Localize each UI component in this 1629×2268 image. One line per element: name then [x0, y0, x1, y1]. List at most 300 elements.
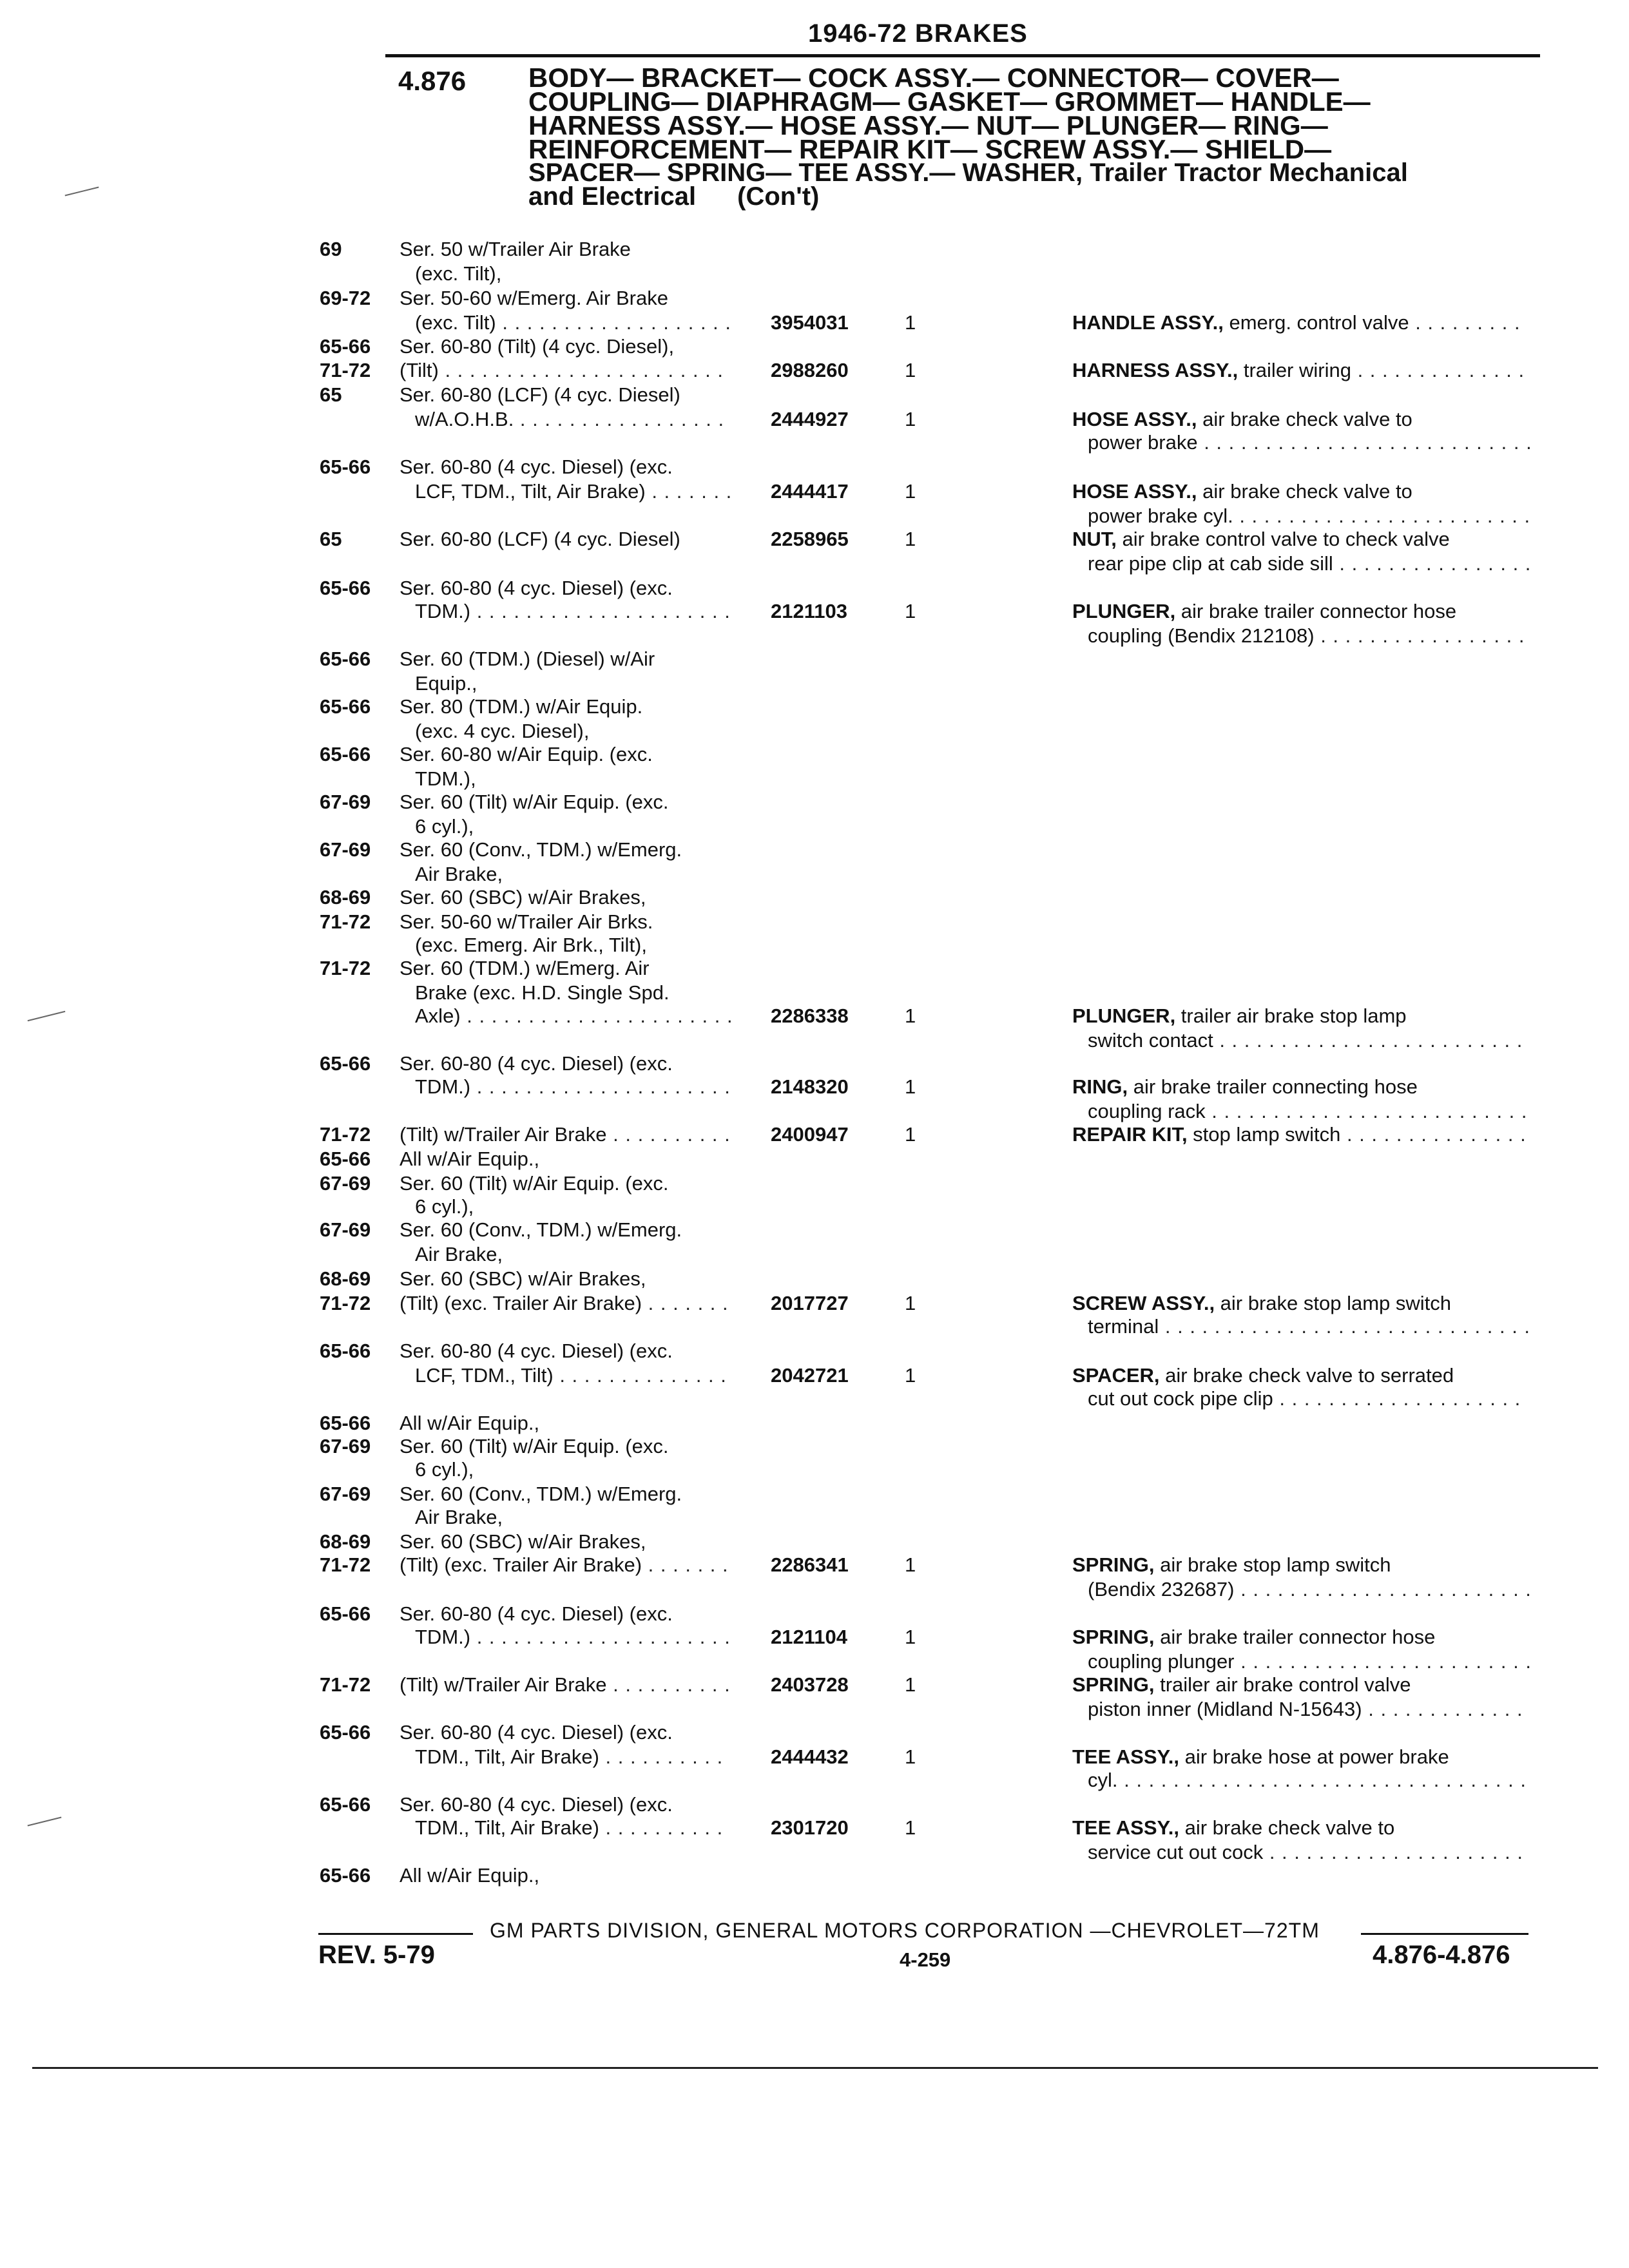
part-number: 2988260	[771, 359, 849, 381]
part-detail: trailer air brake control valve	[1154, 1673, 1411, 1696]
table-row	[0, 1863, 1629, 1887]
section-title-line: COUPLING— DIAPHRAGM— GASKET— GROMMET— HANDLE—	[528, 86, 1371, 117]
application-text: w/A.O.H.B.	[415, 408, 514, 430]
application-desc	[400, 1052, 673, 1075]
leader-dots: . . . . . . . . . .	[606, 1123, 731, 1146]
application-desc	[415, 407, 724, 431]
part-description	[1072, 1291, 1451, 1315]
part-description	[1072, 479, 1412, 503]
application-desc	[400, 647, 655, 671]
part-name: HOSE ASSY.,	[1072, 408, 1197, 430]
footer-page-number: 4-259	[900, 1948, 951, 1971]
footer-rule-right	[1361, 1933, 1528, 1935]
table-row	[0, 286, 1629, 310]
section-title-line: SPACER— SPRING— TEE ASSY.— WASHER, Trailer Tractor Mechanical	[528, 159, 1408, 187]
part-detail: service cut out cock	[1088, 1841, 1264, 1863]
part-number: 2017727	[771, 1292, 849, 1314]
leader-dots: . . . . . . . . . . . . . . . . . . . . .	[470, 600, 731, 622]
part-description	[1088, 1314, 1530, 1338]
section-title-line: HARNESS ASSY.— HOSE ASSY.— NUT— PLUNGER— RING—	[528, 110, 1328, 140]
table-row	[0, 814, 1629, 838]
part-description	[1088, 1387, 1521, 1410]
footer-section-range: 4.876-4.876	[1373, 1941, 1510, 1969]
application-text: LCF, TDM., Tilt, Air Brake)	[415, 480, 646, 503]
table-row	[0, 1218, 1629, 1242]
application-text: TDM.)	[415, 600, 471, 622]
part-description	[1072, 311, 1521, 334]
part-detail: power brake	[1088, 431, 1198, 454]
application-text: Ser. 60-80 (4 cyc. Diesel) (exc.	[400, 1052, 673, 1075]
part-detail: coupling (Bendix 212108)	[1088, 624, 1315, 647]
part-detail: air brake trailer connector hose	[1154, 1626, 1436, 1648]
application-text: Axle)	[415, 1004, 461, 1027]
application-text: Ser. 60 (SBC) w/Air Brakes,	[400, 886, 646, 908]
part-detail: coupling plunger	[1088, 1650, 1235, 1673]
year-range: 67-69	[320, 838, 371, 861]
leader-dots: . . . . . . . . . . . . . . . . . . . .	[1273, 1387, 1521, 1410]
application-text: Ser. 80 (TDM.) w/Air Equip.	[400, 695, 643, 718]
part-name: NUT,	[1072, 528, 1117, 550]
year-range: 65-66	[320, 1602, 371, 1625]
table-row	[0, 1363, 1629, 1387]
part-name: PLUNGER,	[1072, 600, 1176, 622]
application-desc	[400, 1122, 731, 1146]
application-desc	[415, 262, 501, 285]
application-text: Ser. 60 (Conv., TDM.) w/Emerg.	[400, 1218, 682, 1241]
year-range: 68-69	[320, 1267, 371, 1290]
part-description	[1088, 1840, 1523, 1864]
year-range: 67-69	[320, 1483, 371, 1505]
application-text: Ser. 60 (TDM.) w/Emerg. Air	[400, 957, 650, 979]
year-range: 65-66	[320, 1340, 371, 1362]
application-text: Ser. 50 w/Trailer Air Brake	[400, 238, 631, 260]
leader-dots: . . . . . . . . . . . . . . . . . . . . . .	[460, 1004, 733, 1027]
application-desc	[415, 862, 503, 886]
leader-dots: . . . . . . .	[645, 480, 733, 503]
year-range: 71-72	[320, 910, 371, 933]
year-range: 65-66	[320, 695, 371, 718]
table-row	[0, 1625, 1629, 1649]
quantity: 1	[905, 1364, 916, 1387]
table-row	[0, 647, 1629, 671]
year-range: 69	[320, 238, 342, 260]
table-row	[0, 695, 1629, 718]
part-detail: emerg. control valve	[1223, 311, 1409, 334]
part-number: 2121104	[771, 1626, 847, 1648]
part-description	[1072, 1363, 1454, 1387]
table-row	[0, 1602, 1629, 1626]
part-detail: trailer wiring	[1238, 359, 1351, 381]
application-desc	[400, 576, 673, 600]
part-detail: (Bendix 232687)	[1088, 1578, 1235, 1600]
table-row	[0, 334, 1629, 358]
part-description	[1072, 1075, 1418, 1099]
table-row	[0, 1075, 1629, 1099]
table-row	[0, 624, 1629, 648]
application-text: LCF, TDM., Tilt)	[415, 1364, 554, 1387]
year-range: 71-72	[320, 1673, 371, 1696]
application-desc	[415, 814, 474, 838]
part-name: HARNESS ASSY.,	[1072, 359, 1239, 381]
part-detail: coupling rack	[1088, 1100, 1206, 1122]
year-range: 71-72	[320, 1123, 371, 1146]
part-detail: rear pipe clip at cab side sill	[1088, 552, 1333, 575]
table-row	[0, 1673, 1629, 1696]
application-desc	[415, 1745, 723, 1769]
quantity: 1	[905, 1745, 916, 1768]
year-range: 65-66	[320, 648, 371, 670]
application-desc	[400, 1339, 673, 1363]
table-row	[0, 1195, 1629, 1218]
application-desc	[415, 981, 670, 1004]
application-desc	[400, 742, 653, 766]
leader-dots: . . . . . . . . . . . . . . . . . . .	[496, 311, 732, 334]
application-text: Ser. 60-80 (4 cyc. Diesel) (exc.	[400, 577, 673, 599]
application-desc	[400, 358, 724, 382]
leader-dots: . . . . . . . . . . . . . . . . . . . . .	[470, 1626, 731, 1648]
part-detail: cut out cock pipe clip	[1088, 1387, 1273, 1410]
application-desc	[400, 838, 682, 861]
table-row	[0, 430, 1629, 454]
table-row	[0, 981, 1629, 1004]
quantity: 1	[905, 408, 916, 430]
table-row	[0, 885, 1629, 909]
quantity: 1	[905, 359, 916, 381]
application-text: Ser. 60 (TDM.) (Diesel) w/Air	[400, 648, 655, 670]
table-row	[0, 599, 1629, 623]
application-desc	[400, 455, 673, 479]
part-detail: stop lamp switch	[1187, 1123, 1341, 1146]
application-desc	[400, 1147, 539, 1171]
table-row	[0, 956, 1629, 980]
application-desc	[400, 1863, 539, 1887]
quantity: 1	[905, 528, 916, 550]
application-text: TDM.)	[415, 1075, 471, 1098]
leader-dots: . . . . . . . . . . . . . . . . . . . . . . . .	[1233, 505, 1531, 527]
table-row	[0, 767, 1629, 791]
leader-dots: . . . . . . . . . . . . . .	[553, 1364, 727, 1387]
leader-dots: . . . . . . . . . . . . . . . . .	[514, 408, 725, 430]
application-desc	[415, 479, 732, 503]
leader-dots: . . . . . . . . . . . . . . . . . . . . . . . . . . . . . . . . .	[1117, 1769, 1527, 1791]
quantity: 1	[905, 600, 916, 622]
leader-dots: . . . . . . . . . . . . . . . . .	[1314, 624, 1525, 647]
part-description	[1072, 527, 1450, 551]
application-text: Ser. 60 (SBC) w/Air Brakes,	[400, 1530, 646, 1553]
year-range: 67-69	[320, 1172, 371, 1195]
application-desc	[400, 1673, 731, 1696]
part-detail: power brake cyl.	[1088, 505, 1233, 527]
table-row	[0, 742, 1629, 766]
quantity: 1	[905, 1123, 916, 1146]
application-text: Ser. 60-80 (LCF) (4 cyc. Diesel)	[400, 528, 680, 550]
application-text: Ser. 60 (Conv., TDM.) w/Emerg.	[400, 1483, 682, 1505]
table-row	[0, 1028, 1629, 1052]
table-row	[0, 1122, 1629, 1146]
part-number: 2444417	[771, 480, 849, 503]
year-range: 71-72	[320, 1292, 371, 1314]
year-range: 65-66	[320, 335, 371, 358]
application-desc	[400, 910, 653, 934]
application-desc	[415, 599, 731, 623]
application-text: (Tilt)	[400, 359, 439, 381]
part-detail: switch contact	[1088, 1029, 1213, 1052]
part-number: 2286341	[771, 1553, 849, 1576]
table-row	[0, 1697, 1629, 1721]
leader-dots: . . . . . . . . . . . . . . . . . . . . . . .	[438, 359, 724, 381]
table-row	[0, 1147, 1629, 1171]
year-range: 65-66	[320, 1052, 371, 1075]
part-name: TEE ASSY.,	[1072, 1816, 1179, 1839]
part-number: 2301720	[771, 1816, 849, 1839]
table-row	[0, 671, 1629, 695]
part-detail: air brake stop lamp switch	[1154, 1553, 1391, 1576]
year-range: 67-69	[320, 1435, 371, 1457]
year-range: 67-69	[320, 791, 371, 813]
table-row	[0, 383, 1629, 407]
quantity: 1	[905, 480, 916, 503]
part-description	[1088, 504, 1530, 528]
application-desc	[400, 790, 668, 814]
application-desc	[400, 1602, 673, 1626]
table-row	[0, 1434, 1629, 1458]
table-row	[0, 1411, 1629, 1435]
year-range: 65-66	[320, 577, 371, 599]
application-text: Air Brake,	[415, 863, 503, 885]
part-detail: air brake hose at power brake	[1179, 1745, 1449, 1768]
table-row	[0, 479, 1629, 503]
application-text: 6 cyl.),	[415, 1195, 474, 1218]
application-text: Ser. 60-80 (4 cyc. Diesel) (exc.	[400, 1340, 673, 1362]
table-row	[0, 1457, 1629, 1481]
application-desc	[415, 933, 647, 957]
application-desc	[400, 1553, 729, 1577]
application-text: Equip.,	[415, 672, 477, 695]
application-text: (Tilt) (exc. Trailer Air Brake)	[400, 1553, 642, 1576]
application-text: (Tilt) w/Trailer Air Brake	[400, 1123, 607, 1146]
part-name: SPRING,	[1072, 1673, 1155, 1696]
part-number: 3954031	[771, 311, 849, 334]
part-name: SPRING,	[1072, 1553, 1155, 1576]
application-desc	[400, 1218, 682, 1242]
year-range: 65	[320, 383, 342, 406]
bottom-rule	[32, 2067, 1598, 2069]
part-detail: terminal	[1088, 1315, 1159, 1338]
year-range: 65-66	[320, 1793, 371, 1816]
application-desc	[400, 956, 650, 980]
part-number: 2286338	[771, 1004, 849, 1027]
year-range: 65-66	[320, 456, 371, 478]
year-range: 65	[320, 528, 342, 550]
part-description	[1072, 1816, 1394, 1840]
application-text: Ser. 60-80 (4 cyc. Diesel) (exc.	[400, 456, 673, 478]
application-text: (Tilt) (exc. Trailer Air Brake)	[400, 1292, 642, 1314]
part-description	[1072, 599, 1456, 623]
year-range: 65-66	[320, 1412, 371, 1434]
table-row	[0, 1004, 1629, 1028]
part-description	[1088, 552, 1531, 575]
application-desc	[415, 671, 477, 695]
application-text: Brake (exc. H.D. Single Spd.	[415, 981, 670, 1004]
application-text: All w/Air Equip.,	[400, 1412, 540, 1434]
year-range: 68-69	[320, 1530, 371, 1553]
table-row	[0, 1267, 1629, 1291]
application-desc	[415, 1625, 731, 1649]
application-text: (Tilt) w/Trailer Air Brake	[400, 1673, 607, 1696]
table-row	[0, 1387, 1629, 1410]
part-detail: piston inner (Midland N-15643)	[1088, 1698, 1362, 1720]
quantity: 1	[905, 311, 916, 334]
quantity: 1	[905, 1673, 916, 1696]
application-text: TDM.)	[415, 1626, 471, 1648]
section-code: 4.876	[398, 66, 467, 96]
application-text: Ser. 60-80 w/Air Equip. (exc.	[400, 743, 653, 765]
leader-dots: . . . . . . . . . . . . . . .	[1340, 1123, 1527, 1146]
leader-dots: . . . . . . . . . . . . . . . . . . . . . . . . . . . . . .	[1159, 1315, 1531, 1338]
part-name: HANDLE ASSY.,	[1072, 311, 1224, 334]
application-text: Air Brake,	[415, 1243, 503, 1265]
table-row	[0, 910, 1629, 934]
table-row	[0, 790, 1629, 814]
application-desc	[415, 719, 589, 743]
application-text: Ser. 60 (SBC) w/Air Brakes,	[400, 1267, 646, 1290]
table-row	[0, 576, 1629, 600]
part-detail: cyl.	[1088, 1769, 1118, 1791]
year-range: 65-66	[320, 1148, 371, 1170]
part-description	[1072, 1122, 1527, 1146]
part-description	[1088, 1649, 1532, 1673]
application-desc	[400, 1530, 646, 1553]
table-row	[0, 1720, 1629, 1744]
table-row	[0, 407, 1629, 431]
part-description	[1088, 1028, 1523, 1052]
year-range: 71-72	[320, 1553, 371, 1576]
table-row	[0, 1339, 1629, 1363]
part-name: REPAIR KIT,	[1072, 1123, 1188, 1146]
application-text: 6 cyl.),	[415, 815, 474, 838]
application-desc	[400, 1482, 682, 1506]
part-detail: trailer air brake stop lamp	[1175, 1004, 1407, 1027]
application-text: Air Brake,	[415, 1506, 503, 1528]
leader-dots: . . . . . . . . . . . . . . . . . . . . .	[1263, 1841, 1523, 1863]
application-text: Ser. 60-80 (4 cyc. Diesel) (exc.	[400, 1793, 673, 1816]
application-text: Ser. 60-80 (4 cyc. Diesel) (exc.	[400, 1602, 673, 1625]
part-name: RING,	[1072, 1075, 1128, 1098]
part-description	[1088, 624, 1525, 648]
application-text: TDM.),	[415, 767, 476, 790]
application-desc	[400, 1792, 673, 1816]
application-desc	[400, 286, 668, 310]
leader-dots: . . . . . . . . . . . . . . . .	[1333, 552, 1532, 575]
table-row	[0, 1052, 1629, 1075]
quantity: 1	[905, 1626, 916, 1648]
part-number: 2403728	[771, 1673, 849, 1696]
year-range: 65-66	[320, 1864, 371, 1887]
table-row	[0, 1505, 1629, 1529]
part-detail: air brake check valve to	[1197, 480, 1412, 503]
application-text: Ser. 60-80 (Tilt) (4 cyc. Diesel),	[400, 335, 675, 358]
application-text: (exc. 4 cyc. Diesel),	[415, 720, 590, 742]
part-name: SCREW ASSY.,	[1072, 1292, 1215, 1314]
leader-dots: . . . . . . . . . . . . . . . . . . . . . . . . . . .	[1197, 431, 1532, 454]
application-text: TDM., Tilt, Air Brake)	[415, 1745, 599, 1768]
application-text: Ser. 60 (Tilt) w/Air Equip. (exc.	[400, 1435, 669, 1457]
section-title-last: and Electrical	[528, 182, 697, 211]
application-desc	[400, 1291, 729, 1315]
table-row	[0, 552, 1629, 575]
part-description	[1072, 1625, 1435, 1649]
part-description	[1088, 1768, 1527, 1792]
table-row	[0, 358, 1629, 382]
application-desc	[400, 695, 642, 718]
year-range: 65-66	[320, 743, 371, 765]
application-desc	[415, 1363, 727, 1387]
application-text: Ser. 60 (Tilt) w/Air Equip. (exc.	[400, 791, 669, 813]
leader-dots: . . . . . . .	[642, 1553, 729, 1576]
table-row	[0, 1314, 1629, 1338]
table-row	[0, 1840, 1629, 1864]
leader-dots: . . . . . . . . . .	[599, 1816, 724, 1839]
page-header-title: 1946-72 BRAKES	[808, 19, 1028, 48]
application-desc	[415, 1816, 723, 1840]
application-text: Ser. 60-80 (4 cyc. Diesel) (exc.	[400, 1721, 673, 1744]
part-name: SPRING,	[1072, 1626, 1155, 1648]
part-name: TEE ASSY.,	[1072, 1745, 1179, 1768]
application-desc	[400, 237, 631, 261]
table-row	[0, 862, 1629, 886]
application-text: Ser. 60-80 (LCF) (4 cyc. Diesel)	[400, 383, 680, 406]
application-text: 6 cyl.),	[415, 1458, 474, 1481]
application-desc	[415, 1242, 503, 1266]
application-text: (exc. Tilt)	[415, 311, 496, 334]
leader-dots: . . . . . . . . . . . . .	[1362, 1698, 1523, 1720]
part-number: 2148320	[771, 1075, 849, 1098]
part-description	[1072, 1004, 1407, 1028]
quantity: 1	[905, 1292, 916, 1314]
table-row	[0, 1099, 1629, 1123]
part-detail: air brake check valve to	[1197, 408, 1412, 430]
table-row	[0, 838, 1629, 861]
year-range: 65-66	[320, 1721, 371, 1744]
leader-dots: . . . . . . . . . . . . . . . . . . . . . . . . . .	[1205, 1100, 1528, 1122]
application-desc	[415, 1004, 733, 1028]
part-description	[1088, 1697, 1523, 1721]
part-description	[1072, 1745, 1449, 1769]
table-row	[0, 455, 1629, 479]
application-desc	[400, 885, 646, 909]
leader-dots: . . . . . . .	[642, 1292, 729, 1314]
part-description	[1088, 1099, 1528, 1123]
application-desc	[400, 1171, 668, 1195]
table-row	[0, 1171, 1629, 1195]
table-row	[0, 1768, 1629, 1792]
part-name: PLUNGER,	[1072, 1004, 1176, 1027]
application-desc	[415, 1195, 474, 1218]
table-row	[0, 262, 1629, 285]
table-row	[0, 311, 1629, 334]
table-row	[0, 1816, 1629, 1840]
part-number: 2444927	[771, 408, 849, 430]
application-text: TDM., Tilt, Air Brake)	[415, 1816, 599, 1839]
quantity: 1	[905, 1816, 916, 1839]
part-description	[1072, 1553, 1391, 1577]
application-desc	[400, 1267, 646, 1291]
leader-dots: . . . . . . . . . . . . . . . . . . . . . . . . .	[1213, 1029, 1523, 1052]
application-text: Ser. 60 (Tilt) w/Air Equip. (exc.	[400, 1172, 669, 1195]
part-number: 2258965	[771, 528, 849, 550]
application-desc	[400, 383, 680, 407]
application-desc	[415, 1505, 503, 1529]
